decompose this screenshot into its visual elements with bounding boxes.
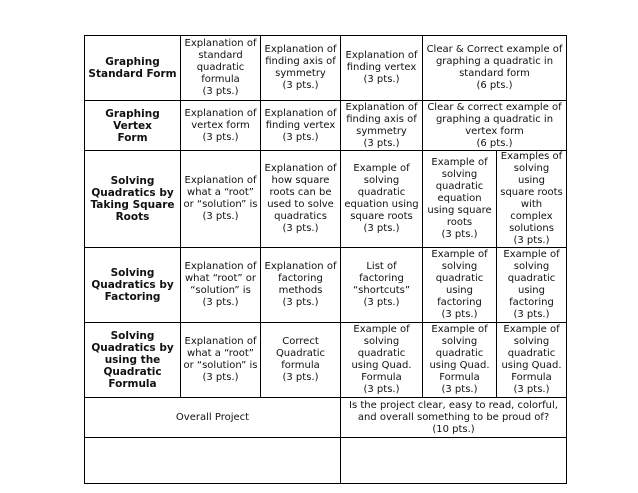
rubric-row-square-roots [85, 151, 567, 248]
topic-cell: Solving Quadratics by Taking Square Roots [85, 151, 181, 248]
overall-label: Overall Project [85, 398, 341, 438]
rubric-table [84, 35, 567, 484]
overall-criteria: Is the project clear, easy to read, colorful, and overall something to be proud of? (10 pts.) [341, 398, 567, 438]
criteria-cell: Explanation of finding axis of symmetry (3 pts.) [341, 101, 423, 151]
rubric-row-quadratic-formula [85, 323, 567, 398]
criteria-cell: Example of solving quadratic using Quad. Formula (3 pts.) [423, 323, 497, 398]
criteria-cell: Example of solving quadratic using factoring (3 pts.) [423, 248, 497, 323]
blank-cell [85, 438, 341, 484]
topic-cell: Solving Quadratics by using the Quadratic Formula [85, 323, 181, 398]
criteria-cell: Explanation of what a “root” or “solution” is (3 pts.) [181, 151, 261, 248]
criteria-cell: Clear & correct example of graphing a quadratic in vertex form (6 pts.) [423, 101, 567, 151]
criteria-cell: Explanation of what a “root” or “solution” is (3 pts.) [181, 323, 261, 398]
criteria-cell: Example of solving quadratic using Quad. Formula (3 pts.) [341, 323, 423, 398]
rubric-row-graphing-standard [85, 36, 567, 101]
criteria-cell: Explanation of what “root” or “solution” is (3 pts.) [181, 248, 261, 323]
rubric-row-blank [85, 438, 567, 484]
rubric-row-graphing-vertex [85, 101, 567, 151]
criteria-cell: Explanation of finding vertex (3 pts.) [261, 101, 341, 151]
criteria-cell: Explanation of how square roots can be used to solve quadratics (3 pts.) [261, 151, 341, 248]
rubric-row-overall [85, 398, 567, 438]
criteria-cell: Explanation of finding vertex (3 pts.) [341, 36, 423, 101]
criteria-cell: List of factoring “shortcuts” (3 pts.) [341, 248, 423, 323]
topic-cell: Solving Quadratics by Factoring [85, 248, 181, 323]
criteria-cell: Correct Quadratic formula (3 pts.) [261, 323, 341, 398]
criteria-cell: Example of solving quadratic equation using square roots (3 pts.) [341, 151, 423, 248]
blank-cell [341, 438, 567, 484]
criteria-cell: Example of solving quadratic equation using square roots (3 pts.) [423, 151, 497, 248]
criteria-cell: Explanation of factoring methods (3 pts.) [261, 248, 341, 323]
criteria-cell: Explanation of standard quadratic formula (3 pts.) [181, 36, 261, 101]
criteria-cell: Explanation of finding axis of symmetry (3 pts.) [261, 36, 341, 101]
criteria-cell: Example of solving quadratic using Quad. Formula (3 pts.) [497, 323, 567, 398]
criteria-cell: Example of solving quadratic using factoring (3 pts.) [497, 248, 567, 323]
criteria-cell: Clear & Correct example of graphing a quadratic in standard form (6 pts.) [423, 36, 567, 101]
rubric-row-factoring [85, 248, 567, 323]
criteria-cell: Explanation of vertex form (3 pts.) [181, 101, 261, 151]
criteria-cell: Examples of solving using square roots with complex solutions (3 pts.) [497, 151, 567, 248]
topic-cell: Graphing Standard Form [85, 36, 181, 101]
topic-cell: Graphing Vertex Form [85, 101, 181, 151]
